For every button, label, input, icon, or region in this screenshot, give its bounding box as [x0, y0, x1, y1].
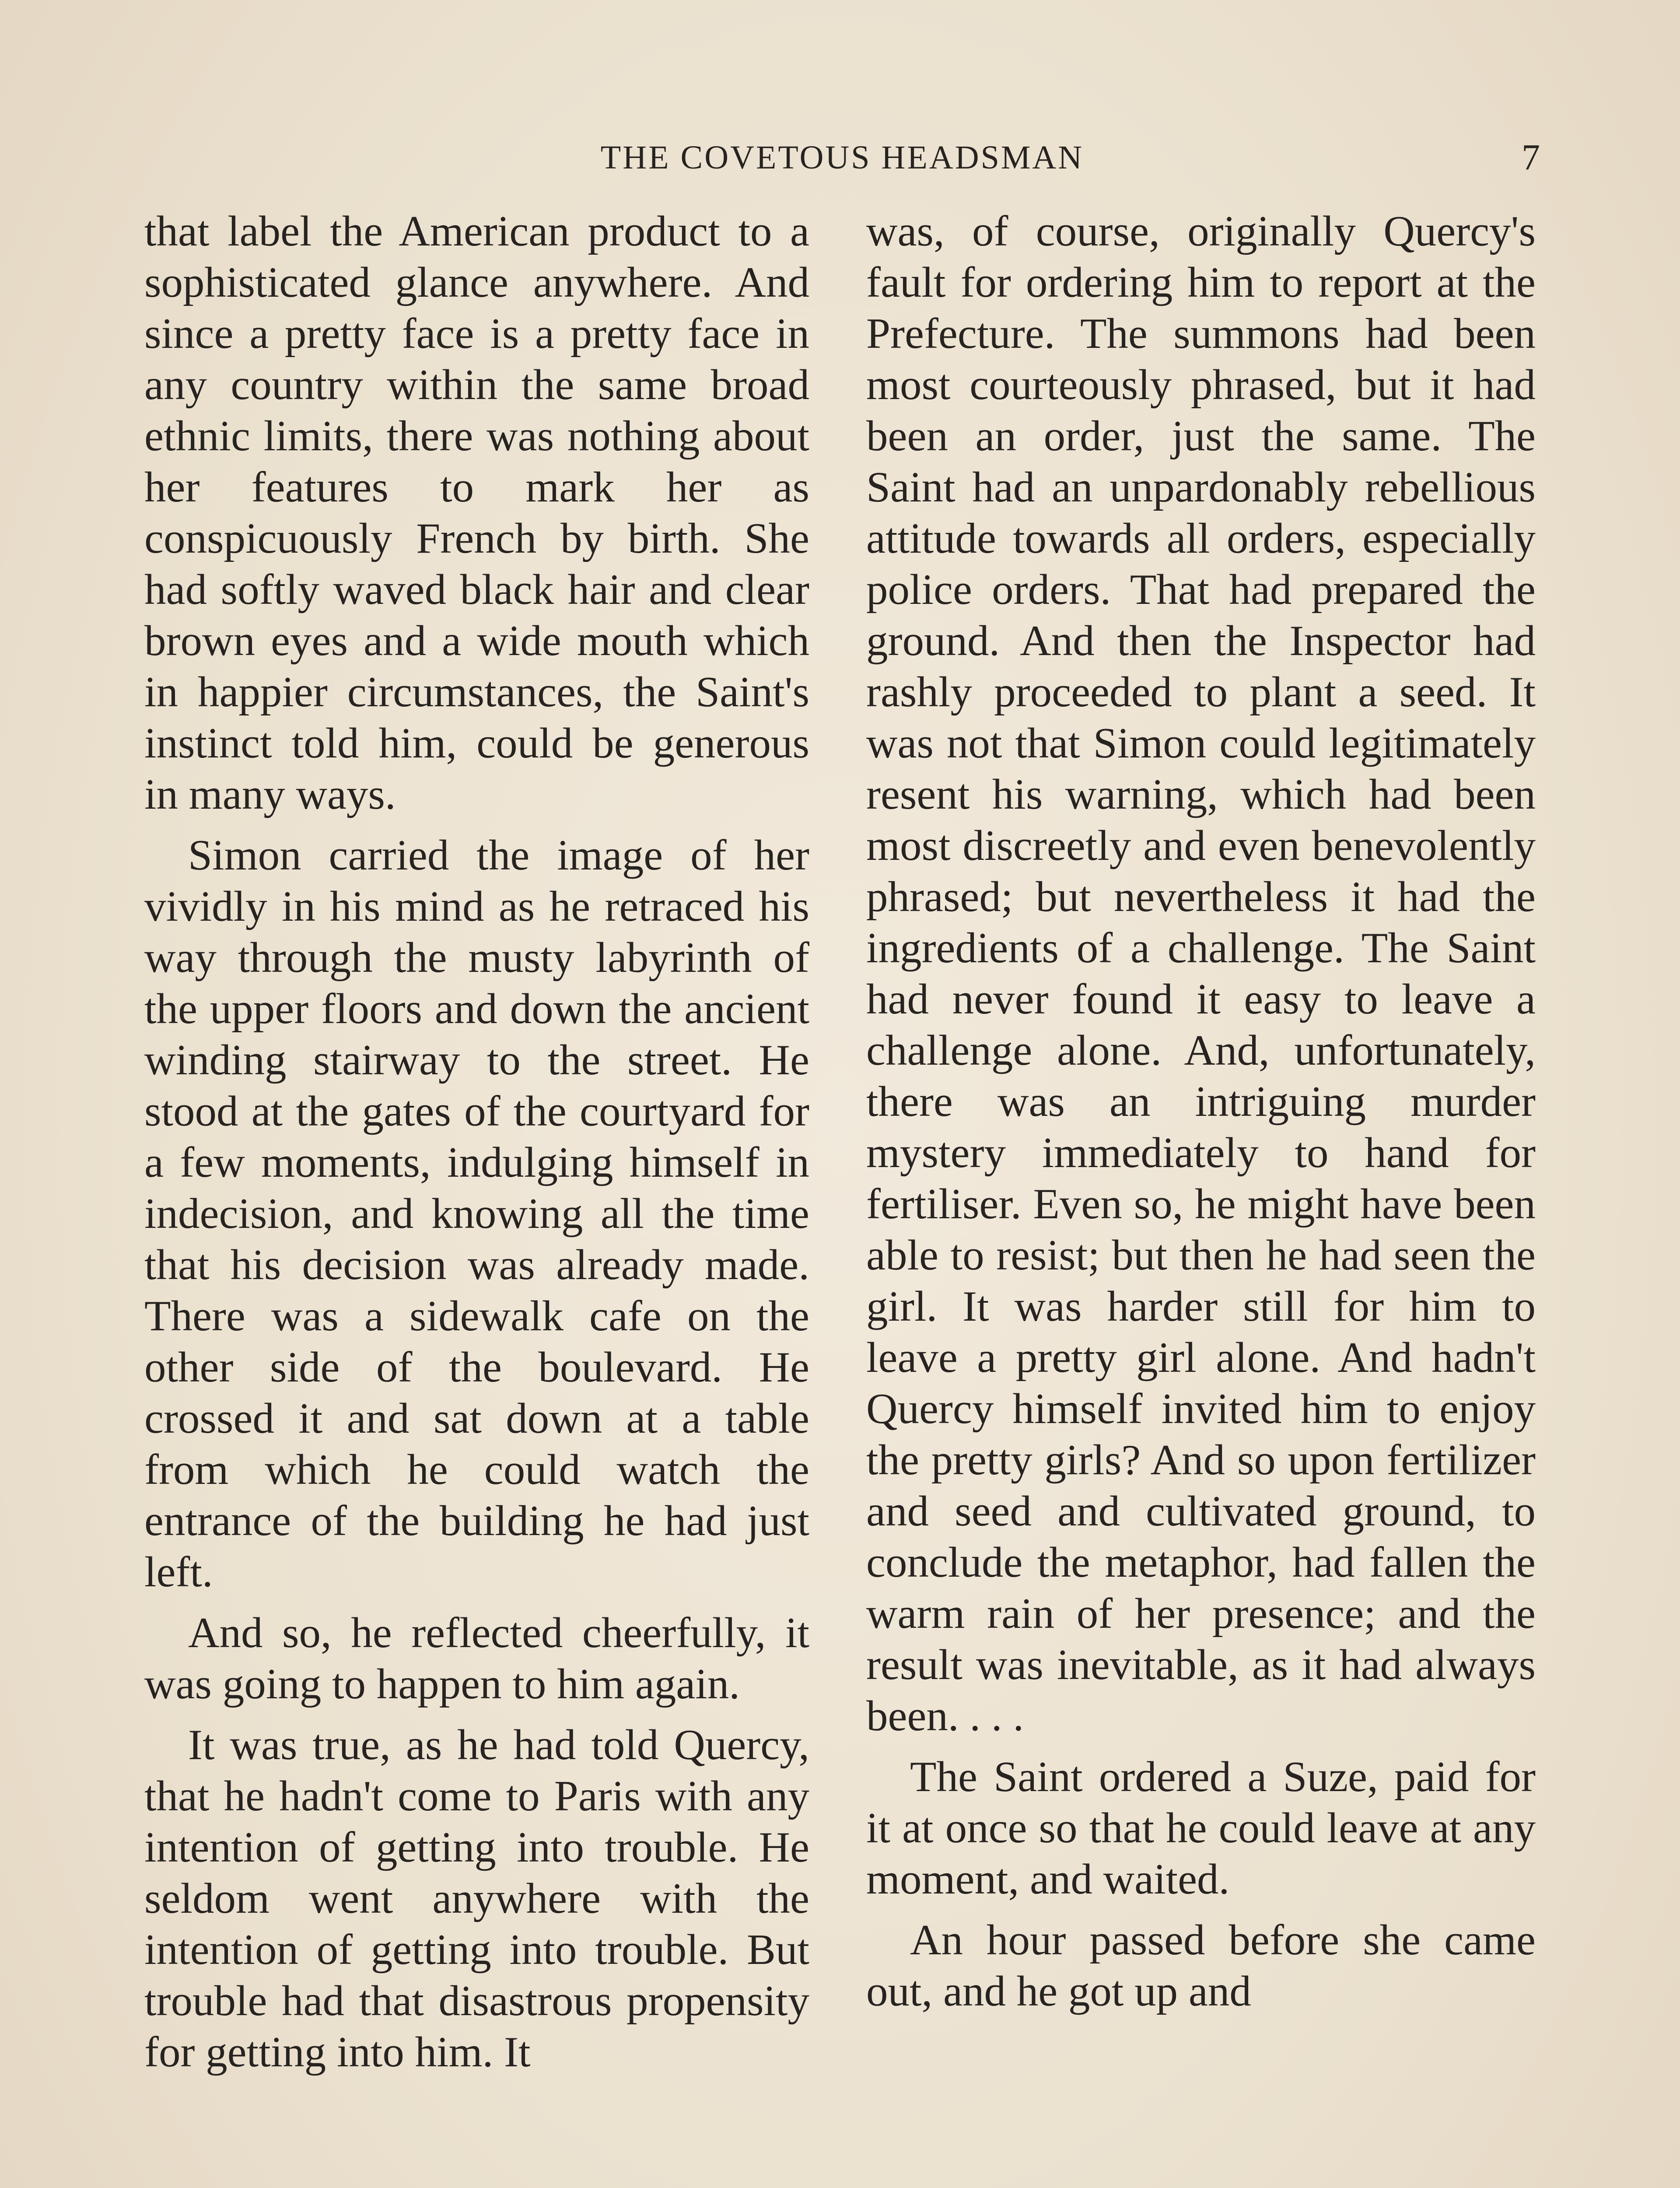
paragraph: An hour passed before she came out, and he got up and: [866, 1916, 1536, 2015]
right-column: [866, 206, 1536, 2017]
paragraph: And so, he reflected cheerfully, it was going to happen to him again.: [144, 1609, 809, 1708]
running-head: [144, 131, 1540, 184]
page-number: 7: [1522, 137, 1540, 178]
paragraph: Simon carried the image of her vividly in his mind as he retraced his way through the musty labyrinth of the upper floors and down the ancient winding stairway to the street. He stood at the gates of the courtyard for a few moments, indulging himself in indecision, and knowing all the time that his decision was already made. There was a sidewalk cafe on the other side of the boulevard. He crossed it and sat down at a table from which he could watch the entrance of the building he had just left.: [144, 831, 809, 1596]
paragraph: The Saint ordered a Suze, paid for it at once so that he could leave at any moment, and waited.: [866, 1753, 1536, 1903]
running-title: THE COVETOUS HEADSMAN: [600, 139, 1084, 176]
left-column: [144, 206, 809, 2078]
paragraph-continued: that label the American product to a sophisticated glance anywhere. And since a pretty face is a pretty face in any country within the same broad ethnic limits, there was nothing about her features to mark her as conspicuously French by birth. She had softly waved black hair and clear brown eyes and a wide mouth which in happier circumstances, the Saint's instinct told him, could be generous in many ways.: [144, 207, 809, 818]
paragraph-continued: was, of course, originally Quercy's fault for ordering him to report at the Prefecture. The summons had been most courteously phrased, but it had been an order, just the same. The Saint had an unpardonably rebellious attitude towards all orders, especially police orders. That had prepared the ground. And then the Inspector had rashly proceeded to plant a seed. It was not that Simon could legitimately resent his warning, which had been most discreetly and even benevolently phrased; but nevertheless it had the ingredients of a challenge. The Saint had never found it easy to leave a challenge alone. And, unfortunately, there was an intriguing murder mystery immediately to hand for fertiliser. Even so, he might have been able to resist; but then he had seen the girl. It was harder still for him to leave a pretty girl alone. And hadn't Quercy himself invited him to enjoy the pretty girls? And so upon fertilizer and seed and cultivated ground, to conclude the metaphor, had fallen the warm rain of her presence; and the result was inevitable, as it had always been. . . .: [866, 207, 1536, 1740]
paragraph: It was true, as he had told Quercy, that he hadn't come to Paris with any intention of getting into trouble. He seldom went anywhere with the intention of getting into trouble. But trouble had that disastrous propensity for getting into him. It: [144, 1721, 809, 2076]
